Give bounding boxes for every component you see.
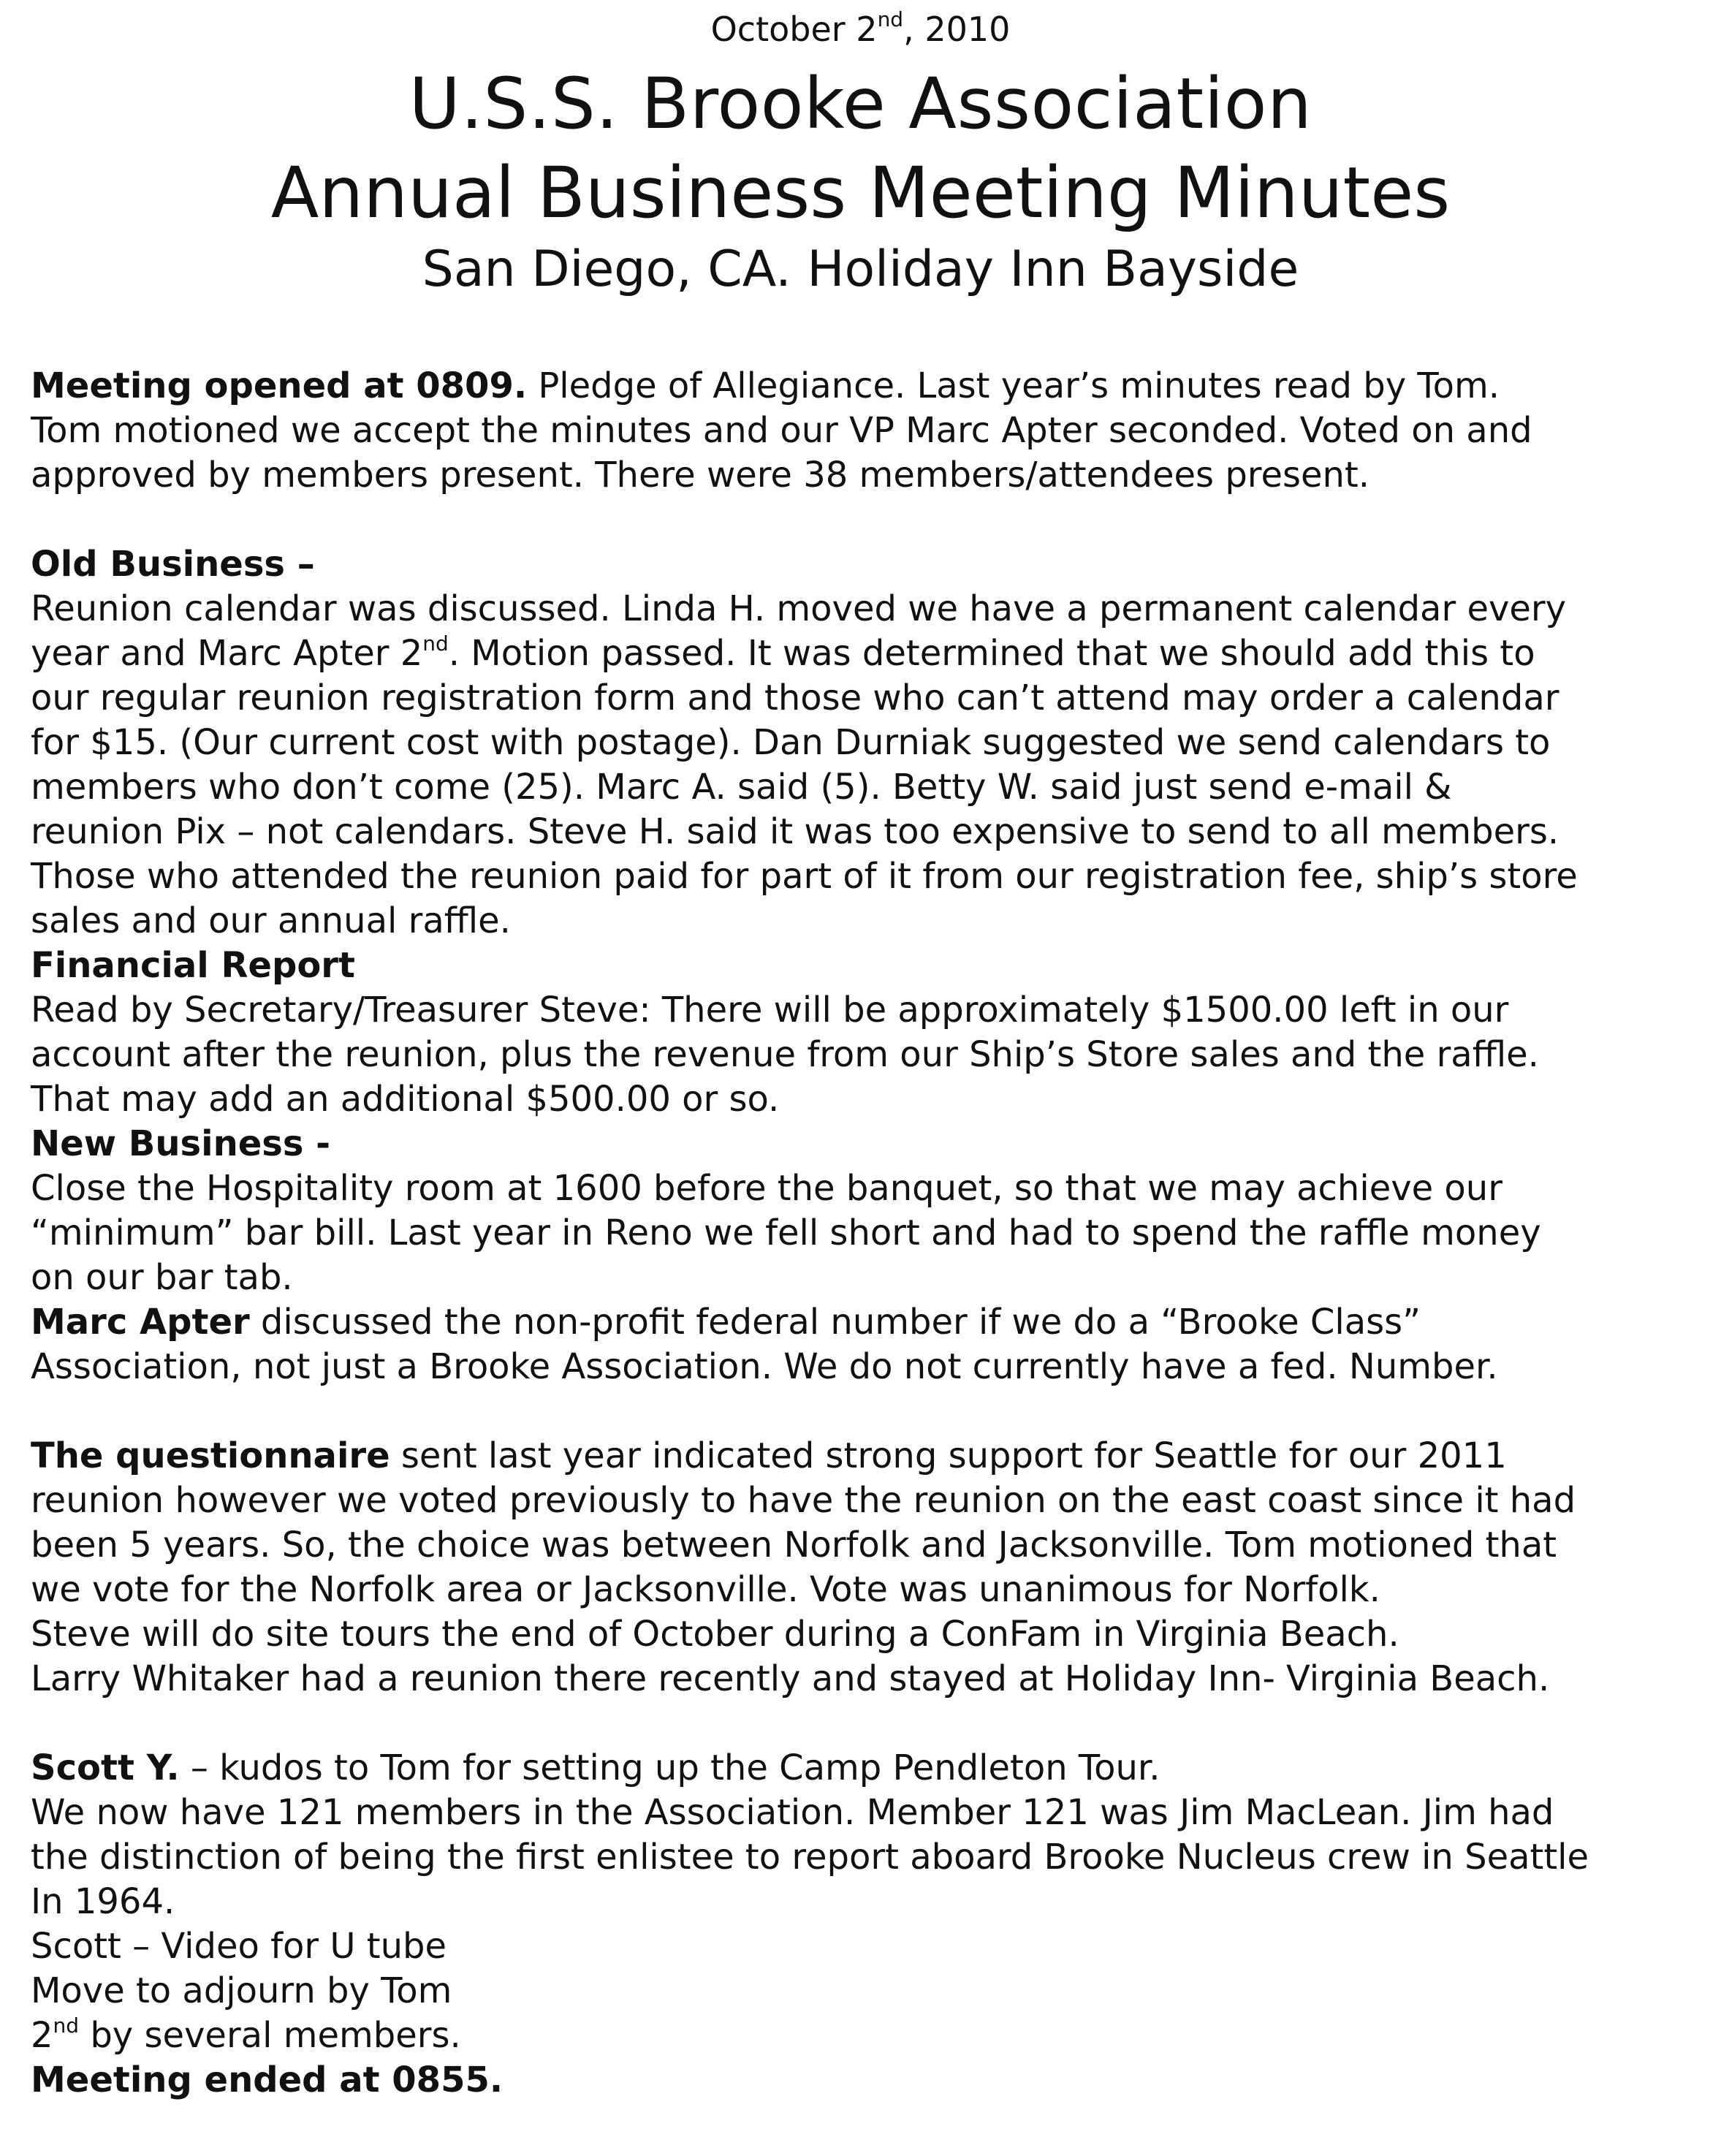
questionnaire-section: The questionnaire sent last year indicated strong support for Seattle for our 2011 reunion however we voted previously to have the reunion on the east coast since it had been 5 years. So, the choice was between Norfolk and Jacksonville. Tom motioned that we vote for the Norfolk area or Jacksonville. Vote was unanimous for Norfolk. Steve will do site tours the end of October during a ConFam in Virginia Beach. Larry Whitaker had a reunion there recently and stayed at Holiday Inn- Virginia Beach.	[31, 1435, 1576, 1699]
new-business-heading: New Business -	[31, 1123, 331, 1164]
questionnaire-heading: The questionnaire	[31, 1435, 390, 1476]
financial-report-section: Financial Report Read by Secretary/Treasurer Steve: There will be approximately $1500.00 left in our account after the reunion, plus the revenue from our Ship’s Store sales and the raffle. That may add an additional $500.00 or so.	[31, 945, 1539, 1120]
new-business-section: New Business - Close the Hospitality room at 1600 before the banquet, so that we may achieve our “minimum” bar bill. Last year in Reno we fell short and had to spend the raffle money on our bar tab. Marc Apter discussed the non-profit federal number if we do a “Brooke Class” Association, not just a Brooke Association. We do not currently have a fed. Number.	[31, 1123, 1541, 1387]
meeting-date: October 2nd, 2010	[710, 7, 1011, 49]
organization-title: U.S.S. Brooke Association	[409, 63, 1312, 145]
document-title: Annual Business Meeting Minutes	[270, 152, 1451, 234]
old-business-heading: Old Business –	[31, 544, 315, 585]
meeting-location: San Diego, CA. Holiday Inn Bayside	[422, 240, 1299, 298]
meeting-ended-line: Meeting ended at 0855.	[31, 2060, 504, 2100]
opening-section: Meeting opened at 0809. Pledge of Allegiance. Last year’s minutes read by Tom. Tom motioned we accept the minutes and our VP Marc Apter seconded. Voted on and approved by members present. There were 38 members/attendees present.	[31, 365, 1532, 496]
closing-section: Scott Y. – kudos to Tom for setting up the Camp Pendleton Tour. We now have 121 members in the Association. Member 121 was Jim MacLean. Jim had the distinction of being the first enlistee to report aboard Brooke Nucleus crew in Seattle In 1964. Scott – Video for U tube Move to adjourn by Tom 2nd by several members. Meeting ended at 0855.	[31, 1747, 1589, 2100]
scott-y-name: Scott Y.	[31, 1747, 180, 1788]
document-header	[0, 0, 1721, 303]
opening-heading: Meeting opened at 0809.	[31, 365, 528, 406]
financial-report-heading: Financial Report	[31, 945, 355, 986]
old-business-section: Old Business – Reunion calendar was discussed. Linda H. moved we have a permanent calendar every year and Marc Apter 2nd. Motion passed. It was determined that we should add this to our regular reunion registration form and those who can’t attend may order a calendar for $15. (Our current cost with postage). Dan Durniak suggested we send calendars to members who don’t come (25). Marc A. said (5). Betty W. said just send e-mail & reunion Pix – not calendars. Steve H. said it was too expensive to send to all members. Those who attended the reunion paid for part of it from our registration fee, ship’s store sales and our annual raffle.	[31, 544, 1578, 941]
minutes-body	[31, 364, 1704, 2103]
marc-apter-name: Marc Apter	[31, 1302, 250, 1343]
